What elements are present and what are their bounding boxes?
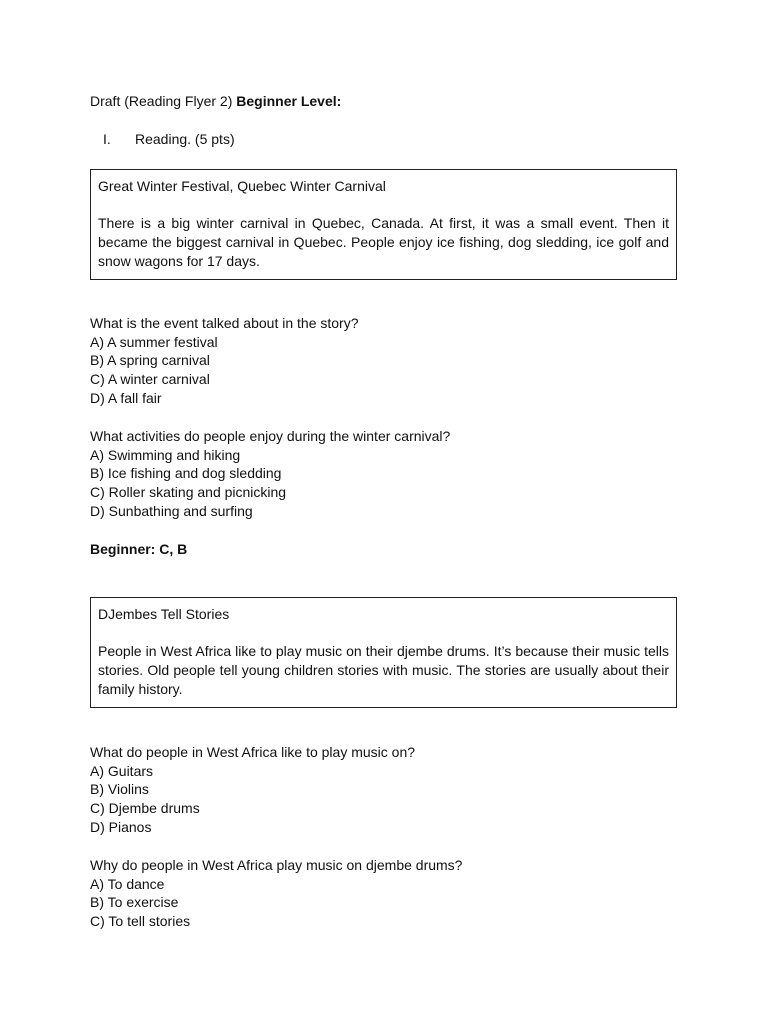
question-block <box>90 427 679 521</box>
question-prompt: What activities do people enjoy during the winter carnival? <box>90 428 451 444</box>
passage-box-djembes <box>90 597 677 708</box>
level-label: Beginner Level: <box>236 93 342 109</box>
answer-option: C) Djembe drums <box>90 800 200 817</box>
answer-option: A) Swimming and hiking <box>90 446 241 463</box>
answer-option: D) Sunbathing and surfing <box>90 502 253 519</box>
section-heading <box>103 130 235 148</box>
answer-option: B) A spring carnival <box>90 352 210 369</box>
answer-option: D) Pianos <box>90 818 152 835</box>
answer-option: B) Violins <box>90 781 149 798</box>
answer-option: C) A winter carnival <box>90 371 210 388</box>
question-block <box>90 856 679 931</box>
answer-option: D) A fall fair <box>90 389 162 406</box>
answer-option: A) A summer festival <box>90 333 218 350</box>
answer-option: C) To tell stories <box>90 913 191 930</box>
question-block <box>90 314 679 408</box>
answer-option: A) To dance <box>90 875 165 892</box>
answer-option: A) Guitars <box>90 762 154 779</box>
passage-text: People in West Africa like to play music on their djembe drums. It’s because their music tells stories. Old people tell young children stories with music. The stories are usually about their family history. <box>98 643 669 697</box>
answer-option: B) To exercise <box>90 894 179 911</box>
passage-text: There is a big winter carnival in Quebec, Canada. At first, it was a small event. Then it became the biggest carnival in Quebec. People enjoy ice fishing, dog sledding, ice golf and snow wagons for 17 days. <box>98 215 669 269</box>
passage-title: Great Winter Festival, Quebec Winter Carnival <box>98 178 386 194</box>
passage-title: DJembes Tell Stories <box>98 606 230 622</box>
question-prompt: Why do people in West Africa play music on djembe drums? <box>90 857 463 873</box>
question-prompt: What is the event talked about in the story? <box>90 315 359 331</box>
section-numeral: I. <box>103 131 111 147</box>
section-title: Reading. (5 pts) <box>135 131 235 147</box>
question-block <box>90 743 679 837</box>
answer-option: C) Roller skating and picnicking <box>90 484 287 501</box>
passage-box-winter-carnival <box>90 169 677 280</box>
answer-key: Beginner: C, B <box>90 541 188 557</box>
question-prompt: What do people in West Africa like to play music on? <box>90 744 416 760</box>
draft-title: Draft (Reading Flyer 2) <box>90 93 237 109</box>
document-header <box>90 92 341 110</box>
answer-option: B) Ice fishing and dog sledding <box>90 465 282 482</box>
